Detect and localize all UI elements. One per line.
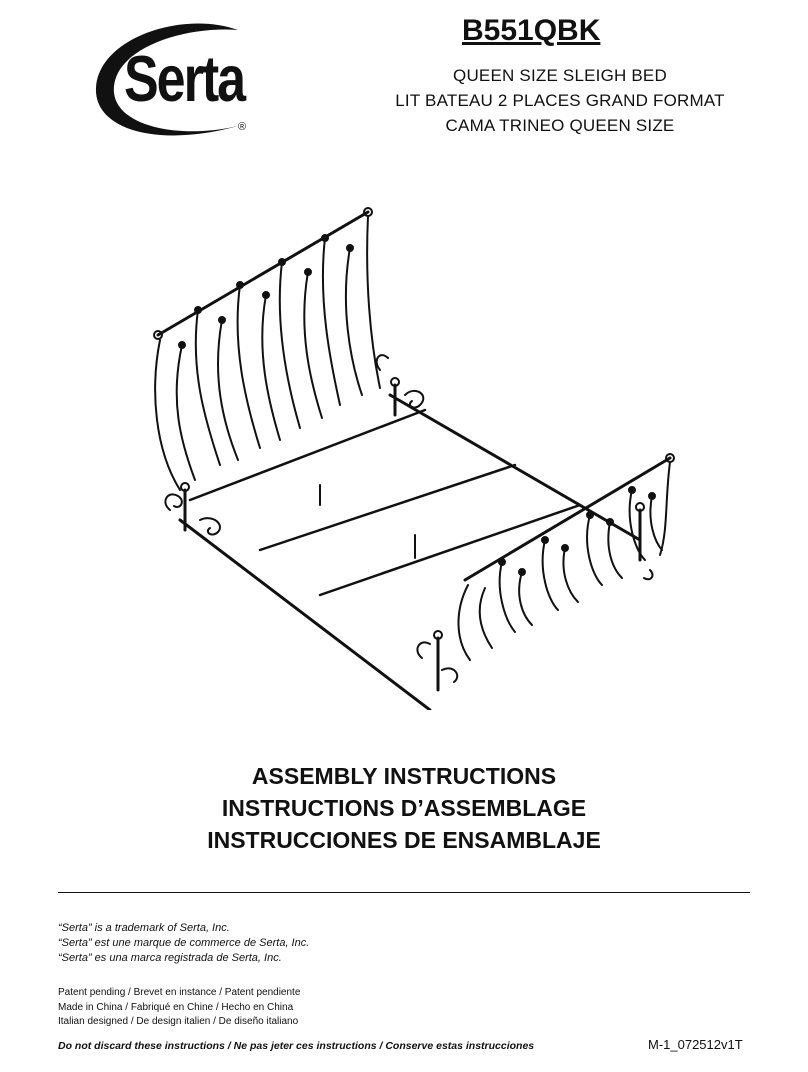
- logo-wordmark: Serta: [124, 43, 245, 116]
- title-fr: INSTRUCTIONS D’ASSEMBLAGE: [221, 795, 587, 821]
- trademark-en: “Serta” is a trademark of Serta, Inc.: [58, 922, 230, 934]
- design-note: Italian designed / De design italien / De diseño italiano: [58, 1016, 299, 1027]
- subtitle-en: QUEEN SIZE SLEIGH BED: [453, 66, 667, 85]
- document-code: M-1_072512v1T: [648, 1037, 743, 1052]
- trademark-es: “Serta” es una marca registrada de Serta, Inc.: [58, 952, 282, 964]
- divider: [58, 892, 750, 893]
- sleigh-bed-icon: [150, 200, 690, 710]
- subtitle-es: CAMA TRINEO QUEEN SIZE: [445, 116, 675, 135]
- bed-illustration: [150, 200, 690, 710]
- patent-note: Patent pending / Brevet en instance / Patent pendiente: [58, 987, 301, 998]
- trademark-fr: “Serta” est une marque de commerce de Serta, Inc.: [58, 937, 310, 949]
- subtitle-fr: LIT BATEAU 2 PLACES GRAND FORMAT: [395, 91, 725, 110]
- title-es: INSTRUCCIONES DE ENSAMBLAJE: [207, 827, 601, 853]
- model-number: B551QBK: [462, 14, 601, 47]
- serta-logo: [88, 18, 268, 148]
- discard-notice: Do not discard these instructions / Ne pas jeter ces instructions / Conserve estas instrucciones: [58, 1040, 535, 1052]
- origin-note: Made in China / Fabriqué en Chine / Hecho en China: [58, 1002, 294, 1013]
- registered-mark: ®: [238, 121, 247, 133]
- title-en: ASSEMBLY INSTRUCTIONS: [251, 763, 557, 789]
